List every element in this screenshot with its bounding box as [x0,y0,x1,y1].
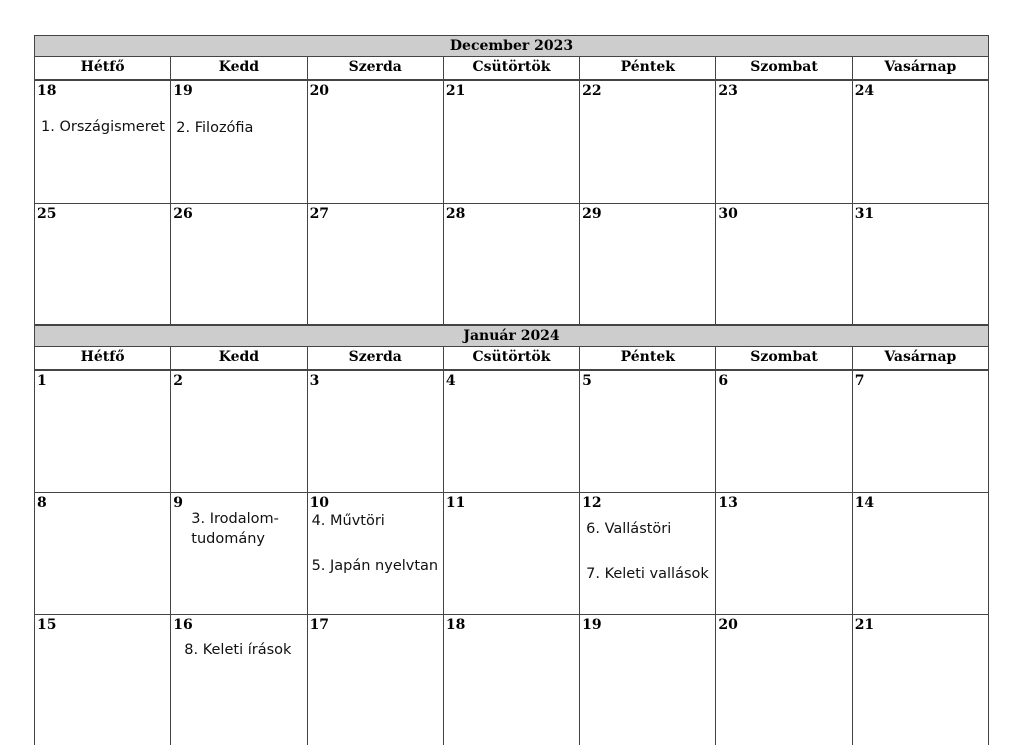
weekday-header-row [34,347,989,370]
day-cell[interactable] [580,204,716,324]
event-item[interactable]: 7. Keleti vallások [586,566,709,582]
week-row [35,371,988,493]
day-number: 28 [445,206,466,222]
week-grid [34,80,989,325]
day-number: 31 [854,206,875,222]
day-cell[interactable] [853,493,988,614]
day-cell[interactable] [716,615,852,745]
day-number: 25 [37,206,57,222]
day-cell[interactable] [308,81,444,203]
weekday-tuesday: Kedd [171,57,307,79]
day-cell[interactable] [444,371,580,492]
day-cell[interactable] [716,371,852,492]
day-cell[interactable] [308,371,444,492]
day-number: 18 [37,83,57,99]
day-number: 27 [309,206,330,222]
day-number: 30 [718,206,738,222]
day-cell[interactable] [308,615,444,745]
weekday-monday: Hétfő [35,57,171,79]
week-row [35,204,988,325]
day-number: 4 [445,373,456,389]
day-cell[interactable] [716,493,852,614]
day-cell[interactable] [171,615,307,745]
day-cell[interactable] [171,493,307,614]
day-cell[interactable] [171,204,307,324]
day-number: 21 [854,617,875,633]
event-item[interactable]: 2. Filozófia [176,120,254,136]
day-number: 17 [309,617,330,633]
month-title: Január 2024 [34,325,989,347]
day-number: 26 [173,206,193,222]
day-cell[interactable] [716,81,852,203]
day-cell[interactable] [444,493,580,614]
weekday-friday: Péntek [580,57,716,79]
day-cell[interactable] [580,615,716,745]
day-cell[interactable] [171,371,307,492]
day-number: 7 [854,373,865,389]
day-number: 2 [173,373,184,389]
day-number: 16 [173,617,193,633]
day-number: 8 [37,495,47,511]
day-cell[interactable] [853,615,988,745]
day-cell[interactable] [35,204,171,324]
day-cell[interactable] [580,371,716,492]
day-number: 12 [582,495,602,511]
month-title: December 2023 [34,35,989,57]
day-cell[interactable] [171,81,307,203]
day-number: 6 [718,373,729,389]
day-number: 15 [37,617,57,633]
week-row [35,615,988,745]
day-cell[interactable] [35,493,171,614]
day-number: 19 [582,617,602,633]
weekday-friday: Péntek [580,347,716,369]
day-cell[interactable] [308,493,444,614]
weekday-sunday: Vasárnap [884,349,957,365]
weekday-thursday: Csütörtök [444,57,580,79]
day-number: 9 [173,495,184,511]
day-number: 3 [309,373,320,389]
day-cell[interactable] [716,204,852,324]
day-cell[interactable] [580,81,716,203]
calendar [34,0,989,738]
day-number: 24 [854,83,875,99]
weekday-sunday: Vasárnap [884,59,957,75]
week-row [35,493,988,615]
day-cell[interactable] [35,615,171,745]
week-row [35,81,988,204]
weekday-wednesday: Szerda [308,347,444,369]
day-cell[interactable] [580,493,716,614]
weekday-wednesday: Szerda [308,57,444,79]
day-cell[interactable] [853,371,988,492]
day-cell[interactable] [35,81,171,203]
event-item[interactable]: 8. Keleti írások [184,642,292,658]
day-number: 14 [854,495,875,511]
day-cell[interactable] [444,204,580,324]
day-cell[interactable] [35,371,171,492]
weekday-saturday: Szombat [716,347,852,369]
event-item[interactable]: 5. Japán nyelvtan [311,558,439,574]
day-number: 18 [445,617,466,633]
day-cell[interactable] [444,81,580,203]
day-number: 11 [445,495,466,511]
day-number: 1 [37,373,47,389]
day-number: 19 [173,83,193,99]
event-item[interactable]: 3. Irodalom-tudomány [191,511,279,547]
event-item[interactable]: 6. Vallástöri [586,521,672,537]
day-cell[interactable] [308,204,444,324]
day-number: 13 [718,495,738,511]
day-number: 21 [445,83,466,99]
day-cell[interactable] [853,204,988,324]
day-number: 20 [309,83,330,99]
weekday-saturday: Szombat [716,57,852,79]
day-cell[interactable] [853,81,988,203]
day-number: 22 [582,83,602,99]
week-grid [34,370,989,745]
day-number: 29 [582,206,602,222]
day-number: 5 [582,373,592,389]
weekday-header-row [34,57,989,80]
day-number: 23 [718,83,738,99]
event-item[interactable]: 1. Országismeret [41,119,165,135]
event-item[interactable]: 4. Művtöri [311,513,385,529]
weekday-monday: Hétfő [35,347,171,369]
day-cell[interactable] [444,615,580,745]
weekday-tuesday: Kedd [171,347,307,369]
day-number: 10 [309,495,330,511]
weekday-thursday: Csütörtök [444,347,580,369]
day-number: 20 [718,617,738,633]
